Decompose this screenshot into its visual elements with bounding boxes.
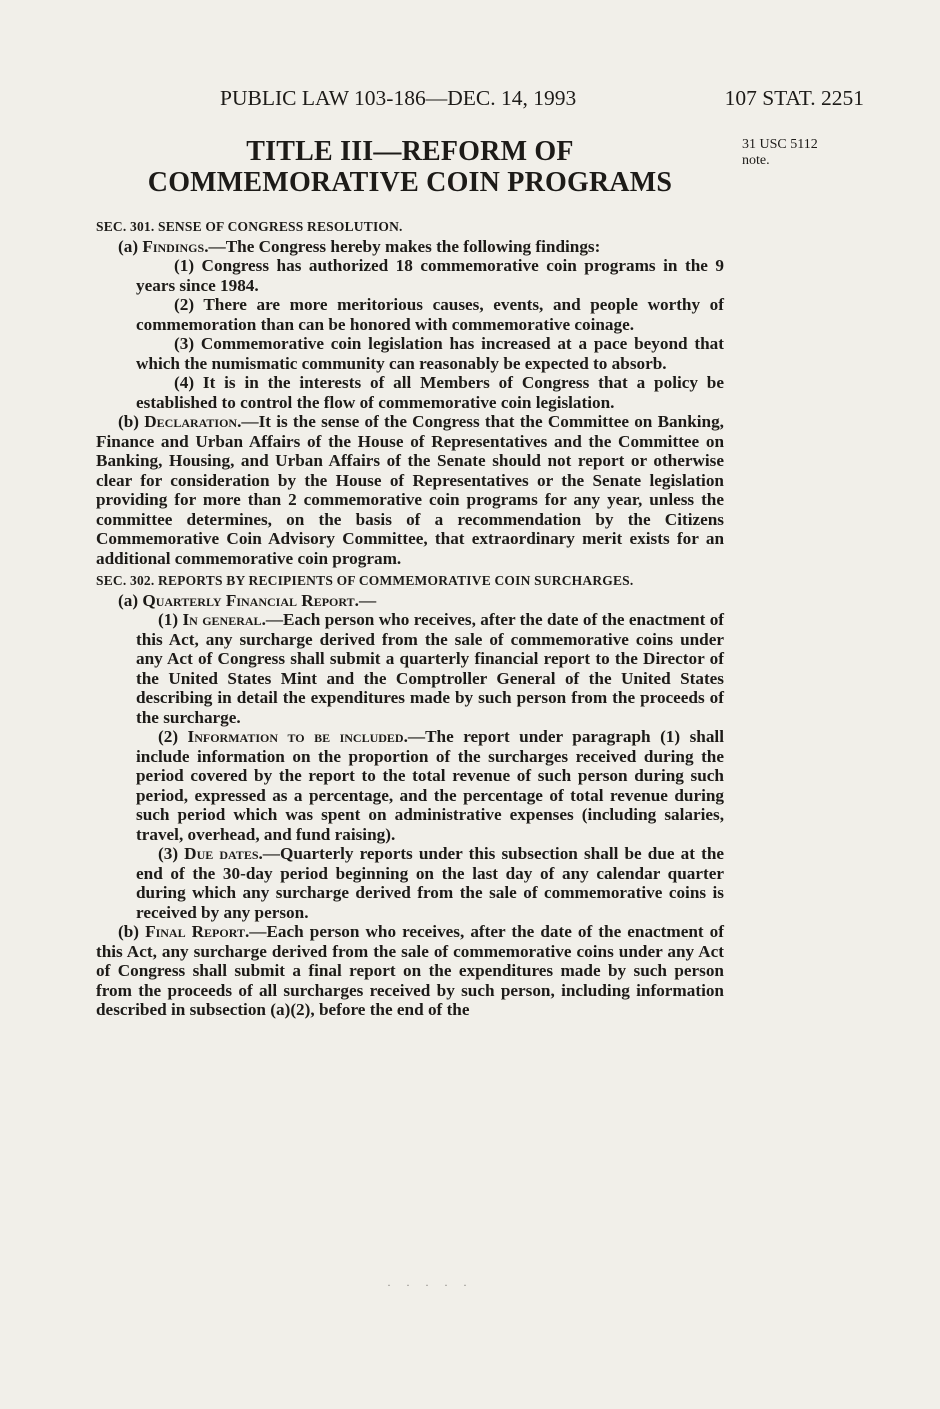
sec301-b-declaration: [96, 412, 724, 568]
p3-text: .—Quarterly reports under this subsection shall be due at the end of the 30-day period beginning on the last day of any calendar quarter during which any surcharge derived from the sale of commemorative coins is received by any person.: [136, 844, 725, 922]
p2-caption: Information to be included: [187, 727, 404, 746]
p1-text: .—Each person who receives, after the date of the enactment of this Act, any surcharge derived from the sale of commemorative coins under any Act of Congress shall submit a quarterly financial report to the Director of the United States Mint and the Comptroller General of the United States describing in detail the expenditures made by such person from the proceeds of the surcharge.: [136, 610, 725, 727]
sec302-paragraph-1: [96, 610, 724, 727]
sec302-b-final-report: [96, 922, 724, 1020]
p2-label: (2): [158, 727, 188, 746]
margin-note-citation: 31 USC 5112: [742, 137, 818, 152]
sec302-a-caption: Quarterly Financial Report: [142, 590, 355, 610]
sec301-a-label: (a): [118, 236, 143, 256]
sec301-b-label: (b): [118, 412, 145, 431]
sec302-a-label: (a): [118, 590, 143, 610]
title-line-2: COMMEMORATIVE COIN PROGRAMS: [147, 167, 673, 198]
sec301-a-findings: [96, 237, 724, 257]
sec302-b-text: .—Each person who receives, after the date of the enactment of this Act, any surcharge derived from the sale of commemorative coins under any Act of Congress shall submit a final report on the expenditures made by such person from the proceeds of all surcharges received by such person, including information described in subsection (a)(2), before the end of the: [96, 922, 724, 1019]
sec302-b-caption: Final Report: [145, 922, 245, 941]
p3-label: (3): [158, 844, 185, 863]
header-stat-page: 107 STAT. 2251: [724, 86, 864, 110]
document-body: [96, 217, 724, 1020]
sec301-a-text: .—The Congress hereby makes the following findings:: [204, 236, 601, 256]
section-301-heading: SEC. 301. SENSE OF CONGRESS RESOLUTION.: [96, 219, 403, 234]
margin-note: [742, 137, 818, 169]
p3-caption: Due dates: [184, 844, 259, 863]
sec301-a-caption: Findings: [142, 236, 205, 256]
sec302-a-quarterly-report: [96, 591, 724, 611]
faint-bleed-through-marks: · · · · ·: [387, 1278, 473, 1292]
finding-3: (3) Commemorative coin legislation has increased at a pace beyond that which the numismatic community can reasonably be expected to absorb.: [136, 334, 724, 373]
sec302-paragraph-3: [96, 844, 724, 922]
section-302-heading: SEC. 302. REPORTS BY RECIPIENTS OF COMMEMORATIVE COIN SURCHARGES.: [96, 573, 634, 588]
margin-note-label: note.: [742, 153, 770, 168]
title-line-1: TITLE III—REFORM OF: [246, 136, 574, 167]
finding-2: (2) There are more meritorious causes, events, and people worthy of commemoration than can be honored with commemorative coinage.: [136, 295, 724, 334]
page-header: [96, 86, 864, 116]
sec302-a-dash: .—: [354, 590, 377, 610]
sec301-b-text: .—It is the sense of the Congress that the Committee on Banking, Finance and Urban Affairs of the House of Representatives and the Committee on Banking, Housing, and Urban Affairs of the Senate should not report or otherwise clear for consideration by the House of Representatives or the Senate legislation providing for more than 2 commemorative coin programs for any year, unless the committee determines, on the basis of a recommendation by the Citizens Commemorative Coin Advisory Committee, that extraordinary merit exists for an additional commemorative coin program.: [96, 412, 724, 568]
p1-caption: In general: [182, 610, 262, 629]
title-heading: [96, 136, 724, 198]
p1-label: (1): [158, 610, 183, 629]
sec302-b-label: (b): [118, 922, 146, 941]
sec302-paragraph-2: [96, 727, 724, 844]
sec301-b-caption: Declaration: [144, 412, 238, 431]
finding-1: (1) Congress has authorized 18 commemorative coin programs in the 9 years since 1984.: [136, 256, 724, 295]
p2-text: .—The report under paragraph (1) shall include information on the proportion of the surcharges received during the period covered by the report to the total revenue of such person during such period, expressed as a percentage, and the percentage of total revenue during such period which was spent on administrative expenses (including salaries, travel, overhead, and fund raising).: [136, 727, 724, 844]
header-law-citation: PUBLIC LAW 103-186—DEC. 14, 1993: [220, 86, 577, 110]
finding-4: (4) It is in the interests of all Members of Congress that a policy be established to control the flow of commemorative coin legislation.: [136, 373, 724, 412]
